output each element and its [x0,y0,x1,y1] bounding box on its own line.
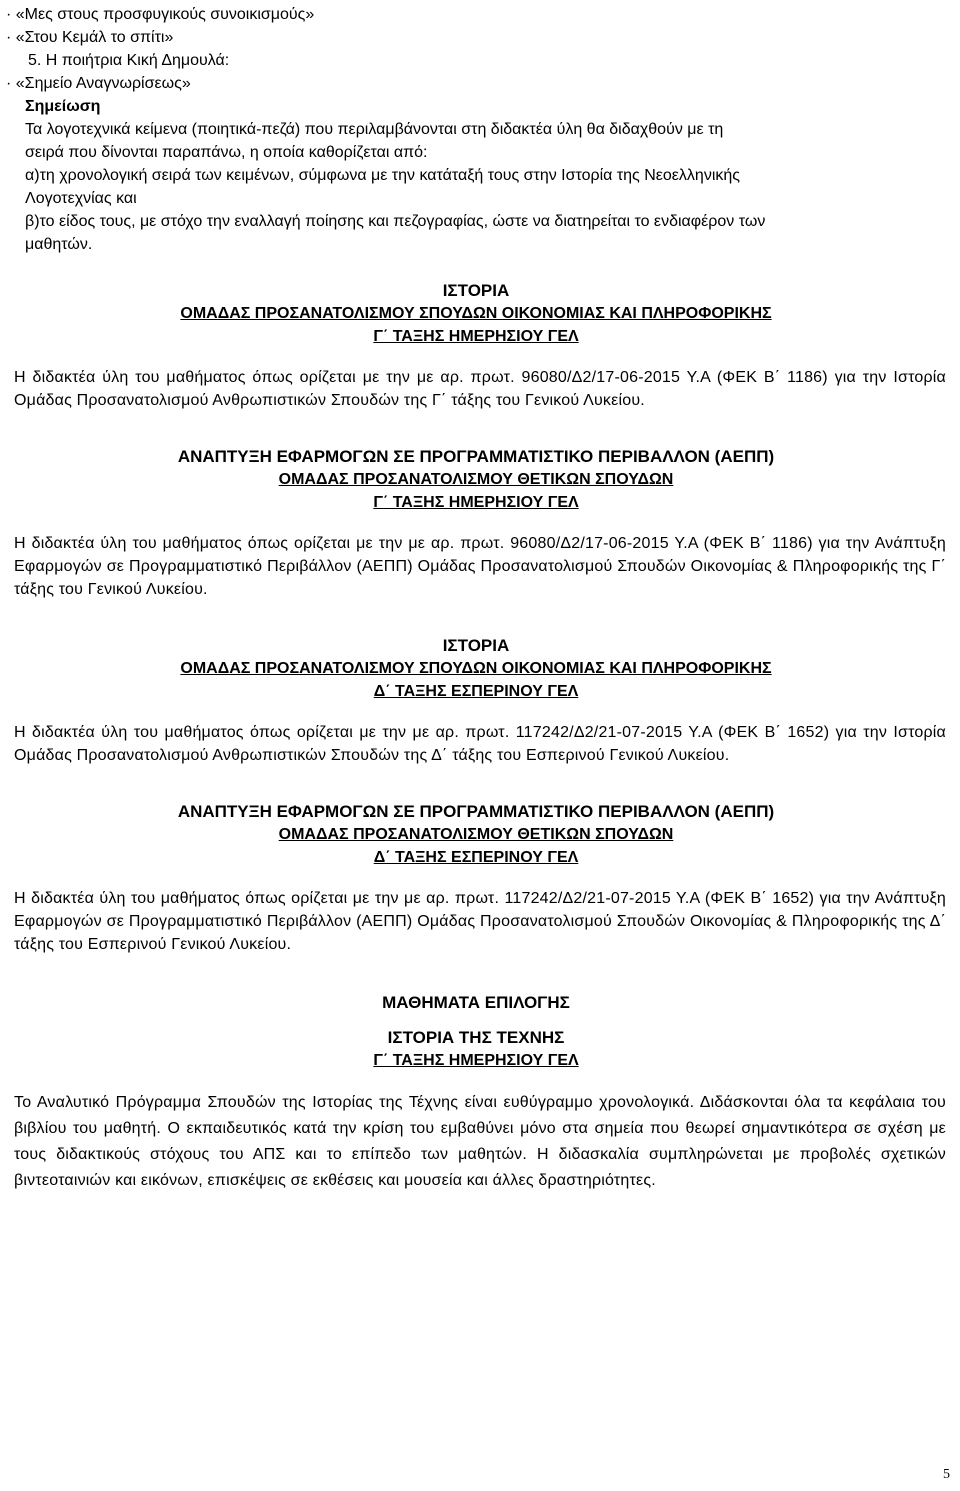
section-class: Δ΄ ΤΑΞΗΣ ΕΣΠΕΡΙΝΟΥ ΓΕΛ [373,683,579,700]
section-text: Η διδακτέα ύλη του μαθήματος όπως ορίζεται με την με αρ. πρωτ. 96080/Δ2/17-06-2015 Υ.Α (ΦΕΚ Β΄ 1186) για την Ιστορία Ομάδας Προσανατολισμού Ανθρωπιστικών Σπουδών της Γ΄ τάξης του Γενικού Λυκείου. [14,369,946,409]
bullet-line: · «Στου Κεμάλ το σπίτι» [6,29,174,46]
note-line: β)το είδος τους, με στόχο την εναλλαγή ποίησης και πεζογραφίας, ώστε να διατηρείται το ενδιαφέρον των [25,213,766,230]
section-class: Γ΄ ΤΑΞΗΣ ΗΜΕΡΗΣΙΟΥ ΓΕΛ [373,328,579,345]
electives-subject: ΙΣΤΟΡΙΑ ΤΗΣ ΤΕΧΝΗΣ [387,1028,565,1047]
section-title: ΑΝΑΠΤΥΞΗ ΕΦΑΡΜΟΓΩΝ ΣΕ ΠΡΟΓΡΑΜΜΑΤΙΣΤΙΚΟ ΠΕΡΙΒΑΛΛΟΝ (ΑΕΠΠ) [177,802,775,821]
section-text: Η διδακτέα ύλη του μαθήματος όπως ορίζεται με την με αρ. πρωτ. 96080/Δ2/17-06-2015 Υ.Α (ΦΕΚ Β΄ 1186) για την Ανάπτυξη Εφαρμογών σε Προγραμματιστικό Περιβάλλον (ΑΕΠΠ) Ομάδας Προσανατολισμού Σπουδών Οικονομίας & Πληροφορικής της Γ΄ τάξης του Γενικού Λυκείου. [14,535,946,598]
numbered-line: 5. Η ποιήτρια Κική Δημουλά: [28,52,230,69]
section-title: ΙΣΤΟΡΙΑ [442,281,510,300]
note-line: σειρά που δίνονται παραπάνω, η οποία καθορίζεται από: [25,144,428,161]
note-title: Σημείωση [25,98,101,115]
page-number: 5 [943,1467,950,1482]
electives-text: Το Αναλυτικό Πρόγραμμα Σπουδών της Ιστορίας της Τέχνης είναι ευθύγραμμο χρονολογικά. Διδάσκονται όλα τα κεφάλαια του βιβλίου του μαθητή. Ο εκπαιδευτικός κατά την κρίση του εμβαθύνει μόνο στα σημεία που θεωρεί σημαντικότερα σε σχέση με τους διδακτικούς στόχους του ΑΠΣ και το επίπεδο των μαθητών. Η διδασκαλία συμπληρώνεται με προβολές σχετικών βιντεοταινιών και εικόνων, επισκέψεις σε εκθέσεις και μουσεία και άλλες δραστηριότητες. [14,1094,946,1189]
section-aepp-g-day [6,445,946,601]
bullet-line: · «Μες στους προσφυγικούς συνοικισμούς» [6,6,315,23]
section-title: ΙΣΤΟΡΙΑ [442,636,510,655]
section-aepp-d-evening [6,800,946,956]
bullet-line: · «Σημείο Αναγνωρίσεως» [6,75,191,92]
section-history-d-evening [6,634,946,767]
section-group: ΟΜΑΔΑΣ ΠΡΟΣΑΝΑΤΟΛΙΣΜΟΥ ΘΕΤΙΚΩΝ ΣΠΟΥΔΩΝ [278,471,674,488]
section-history-g-day [6,279,946,412]
section-group: ΟΜΑΔΑΣ ΠΡΟΣΑΝΑΤΟΛΙΣΜΟΥ ΣΠΟΥΔΩΝ ΟΙΚΟΝΟΜΙΑΣ ΚΑΙ ΠΛΗΡΟΦΟΡΙΚΗΣ [180,660,772,677]
section-electives [6,991,946,1194]
note-body [6,118,946,256]
electives-title: ΜΑΘΗΜΑΤΑ ΕΠΙΛΟΓΗΣ [382,993,570,1012]
section-class: Γ΄ ΤΑΞΗΣ ΗΜΕΡΗΣΙΟΥ ΓΕΛ [373,494,579,511]
section-group: ΟΜΑΔΑΣ ΠΡΟΣΑΝΑΤΟΛΙΣΜΟΥ ΣΠΟΥΔΩΝ ΟΙΚΟΝΟΜΙΑΣ ΚΑΙ ΠΛΗΡΟΦΟΡΙΚΗΣ [180,305,772,322]
note-line: Τα λογοτεχνικά κείμενα (ποιητικά-πεζά) που περιλαμβάνονται στη διδακτέα ύλη θα διδαχθούν με τη [25,121,724,138]
section-group: ΟΜΑΔΑΣ ΠΡΟΣΑΝΑΤΟΛΙΣΜΟΥ ΘΕΤΙΚΩΝ ΣΠΟΥΔΩΝ [278,826,674,843]
section-title: ΑΝΑΠΤΥΞΗ ΕΦΑΡΜΟΓΩΝ ΣΕ ΠΡΟΓΡΑΜΜΑΤΙΣΤΙΚΟ ΠΕΡΙΒΑΛΛΟΝ (ΑΕΠΠ) [177,447,775,466]
section-text: Η διδακτέα ύλη του μαθήματος όπως ορίζεται με την με αρ. πρωτ. 117242/Δ2/21-07-2015 Υ.Α (ΦΕΚ Β΄ 1652) για την Ιστορία Ομάδας Προσανατολισμού Ανθρωπιστικών Σπουδών της Δ΄ τάξης του Εσπερινού Γενικού Λυκείου. [14,724,946,764]
note-line: μαθητών. [25,236,93,253]
note-line: Λογοτεχνίας και [25,190,137,207]
section-class: Δ΄ ΤΑΞΗΣ ΕΣΠΕΡΙΝΟΥ ΓΕΛ [373,849,579,866]
electives-class: Γ΄ ΤΑΞΗΣ ΗΜΕΡΗΣΙΟΥ ΓΕΛ [373,1052,579,1069]
note-line: α)τη χρονολογική σειρά των κειμένων, σύμφωνα με την κατάταξή τους στην Ιστορία της Νεοελληνικής [25,167,740,184]
section-text: Η διδακτέα ύλη του μαθήματος όπως ορίζεται με την με αρ. πρωτ. 117242/Δ2/21-07-2015 Υ.Α (ΦΕΚ Β΄ 1652) για την Ανάπτυξη Εφαρμογών σε Προγραμματιστικό Περιβάλλον (ΑΕΠΠ) Ομάδας Προσανατολισμού Σπουδών Οικονομίας & Πληροφορικής της Δ΄ τάξης του Εσπερινού Γενικού Λυκείου. [14,890,946,953]
intro-block [6,3,946,256]
